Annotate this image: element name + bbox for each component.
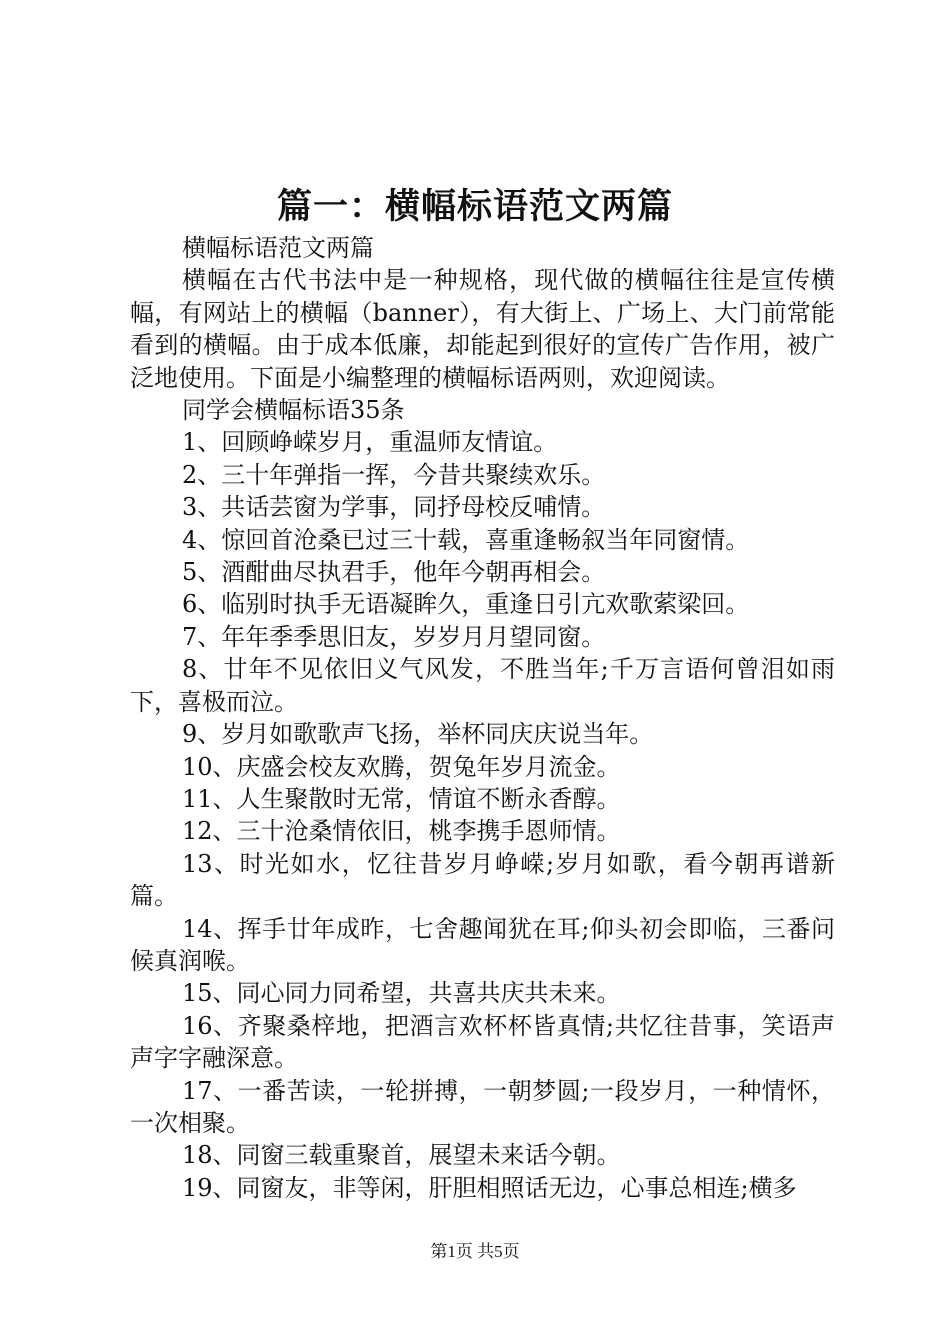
list-item: 2、三十年弹指一挥，今昔共聚续欢乐。: [182, 460, 606, 489]
list-item: 10、庆盛会校友欢腾，贺兔年岁月流金。: [182, 752, 621, 781]
list-item: 8、廿年不见依旧义气风发，不胜当年;千万言语何曾泪如雨下，喜极而泣。: [130, 655, 835, 716]
list-item: 7、年年季季思旧友，岁岁月月望同窗。: [182, 622, 606, 651]
list-item: 17、一番苦读，一轮拼搏，一朝梦圆;一段岁月，一种情怀，一次相聚。: [130, 1076, 835, 1137]
list-item: 12、三十沧桑情依旧，桃李携手恩师情。: [182, 817, 621, 846]
list-item: 9、岁月如歌歌声飞扬，举杯同庆庆说当年。: [182, 720, 654, 749]
subtitle-paragraph: 横幅标语范文两篇: [182, 234, 374, 262]
list-item: 13、时光如水，忆往昔岁月峥嵘;岁月如歌，看今朝再谱新篇。: [130, 849, 835, 911]
document-body: [130, 232, 835, 1204]
list-item: 1、回顾峥嵘岁月，重温师友情谊。: [182, 428, 558, 457]
list-item: 4、惊回首沧桑已过三十载，喜重逢畅叙当年同窗情。: [182, 525, 750, 554]
list-item: 18、同窗三载重聚首，展望未来话今朝。: [182, 1141, 621, 1170]
page-footer: 第1页 共5页: [430, 1242, 520, 1261]
list-item: 16、齐聚桑梓地，把酒言欢杯杯皆真情;共忆往昔事，笑语声声字字融深意。: [130, 1011, 835, 1073]
section-heading: 同学会横幅标语35条: [182, 396, 405, 425]
list-item: 5、酒酣曲尽执君手，他年今朝再相会。: [182, 558, 606, 587]
list-item: 6、临别时执手无语凝眸久，重逢日引亢欢歌萦梁回。: [182, 590, 750, 619]
intro-paragraph: 横幅在古代书法中是一种规格，现代做的横幅往往是宣传横幅，有网站上的横幅（banner），有大街上、广场上、大门前常能看到的横幅。由于成本低廉，却能起到很好的宣传广告作用，被广泛地使用。下面是小编整理的横幅标语两则，欢迎阅读。: [130, 266, 835, 392]
list-item: 11、人生聚散时无常，情谊不断永香醇。: [182, 784, 621, 813]
list-item: 14、挥手廿年成昨，七舍趣闻犹在耳;仰头初会即临，三番问候真润喉。: [130, 914, 835, 975]
document-title: 篇一：横幅标语范文两篇: [276, 187, 673, 227]
list-item: 19、同窗友，非等闲，肝胆相照话无边，心事总相连;横多: [182, 1173, 797, 1202]
list-item: 3、共话芸窗为学事，同抒母校反哺情。: [182, 493, 606, 522]
list-item: 15、同心同力同希望，共喜共庆共未来。: [182, 979, 621, 1008]
